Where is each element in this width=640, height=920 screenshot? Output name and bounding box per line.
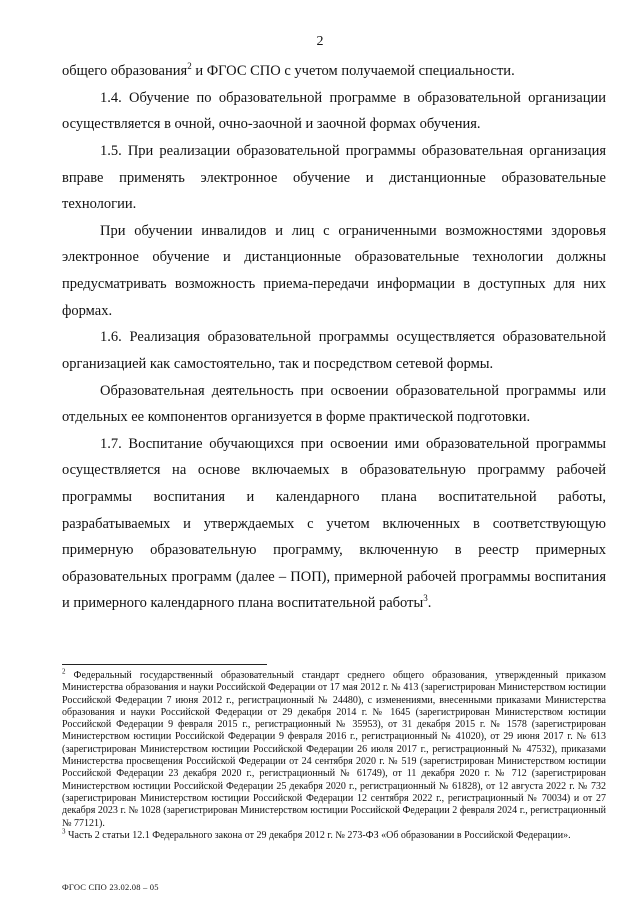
paragraph-1-5: 1.5. При реализации образовательной программы образовательная организация вправе применять электронное обучение и дистанционные образовательные технологии. [62, 142, 606, 213]
footnote-text: Часть 2 статьи 12.1 Федерального закона от 29 декабря 2012 г. № 273-ФЗ «Об образовании в Российской Федерации». [65, 829, 571, 841]
paragraph-text: 1.7. Воспитание обучающихся при освоении ими образовательной программы осуществляется на основе включаемых в образовательную программу рабочей программы воспитания и календарного плана воспитательной работы, разрабатываемых и утверждаемых с учетом включенных в соответствующую примерную образовательную программу, включенную в реестр примерных образовательных программ (далее – ПОП), примерной рабочей программы воспитания и примерного календарного плана воспитательной работы [62, 435, 606, 612]
paragraph-text: общего образования [62, 63, 188, 79]
footnote-mark: 3 [62, 827, 66, 836]
paragraph-continuation [62, 58, 606, 85]
paragraph-disabled-learners: При обучении инвалидов и лиц с ограниченными возможностями здоровья электронное обучение и дистанционные образовательные технологии должны предусматривать возможность приема-передачи информации в доступных для них формах. [62, 222, 606, 319]
footnote-divider [62, 664, 267, 665]
footnote-ref-2[interactable]: 2 [187, 61, 192, 72]
footnote-2 [62, 667, 606, 830]
paragraph-tail: . [427, 595, 432, 612]
paragraph-1-4: 1.4. Обучение по образовательной программе в образовательной организации осуществляется в очной, очно-заочной и заочной формах обучения. [62, 89, 606, 133]
page-number: 2 [316, 34, 324, 49]
paragraph-tail: и ФГОС СПО с учетом получаемой специальности. [191, 63, 515, 79]
footnote-3 [62, 827, 606, 842]
paragraph-1-7 [62, 431, 606, 617]
footnotes [62, 667, 606, 842]
footnote-mark: 2 [62, 667, 66, 676]
footnote-text: Федеральный государственный образовательный стандарт среднего общего образования, утвержденный приказом Министерства образования и науки Российской Федерации от 17 мая 2012 г. № 413 (зарегистрирован Министерством юстиции Российской Федерации 7 июня 2012 г., регистрационный № 24480), с изменениями, внесенными приказами Министерства образования и науки Российской Федерации от 29 декабря 2014 г. № 1645 (зарегистрирован Министерством юстиции Российской Федерации 9 февраля 2015 г., регистрационный № 35953), от 31 декабря 2015 г. № 1578 (зарегистрирован Министерством юстиции Российской Федерации 9 февраля 2016 г., регистрационный № 41020), от 29 июня 2017 г. № 613 (зарегистрирован Министерством юстиции Российской Федерации 26 июля 2017 г., регистрационный № 47532), приказами Министерства просвещения Российской Федерации от 24 сентября 2020 г. № 519 (зарегистрирован Министерством юстиции Российской Федерации 23 декабря 2020 г., регистрационный № 61749), от 11 декабря 2020 г. № 712 (зарегистрирован Министерством юстиции Российской Федерации 25 декабря 2020 г., регистрационный № 61828), от 12 августа 2022 г. № 732 (зарегистрирован Министерством юстиции Российской Федерации 12 сентября 2022 г., регистрационный № 70034) и от 27 декабря 2023 г. № 1028 (зарегистрирован Министерством юстиции Российской Федерации 2 февраля 2024 г., регистрационный № 77121). [62, 670, 606, 829]
body-text [62, 58, 606, 617]
paragraph-practical-training: Образовательная деятельность при освоении образовательной программы или отдельных ее компонентов организуется в форме практической подготовки. [62, 382, 606, 426]
document-code-footer: ФГОС СПО 23.02.08 – 05 [62, 882, 159, 892]
paragraph-1-6: 1.6. Реализация образовательной программы осуществляется образовательной организацией как самостоятельно, так и посредством сетевой формы. [62, 329, 606, 372]
footnote-ref-3[interactable]: 3 [423, 593, 428, 604]
